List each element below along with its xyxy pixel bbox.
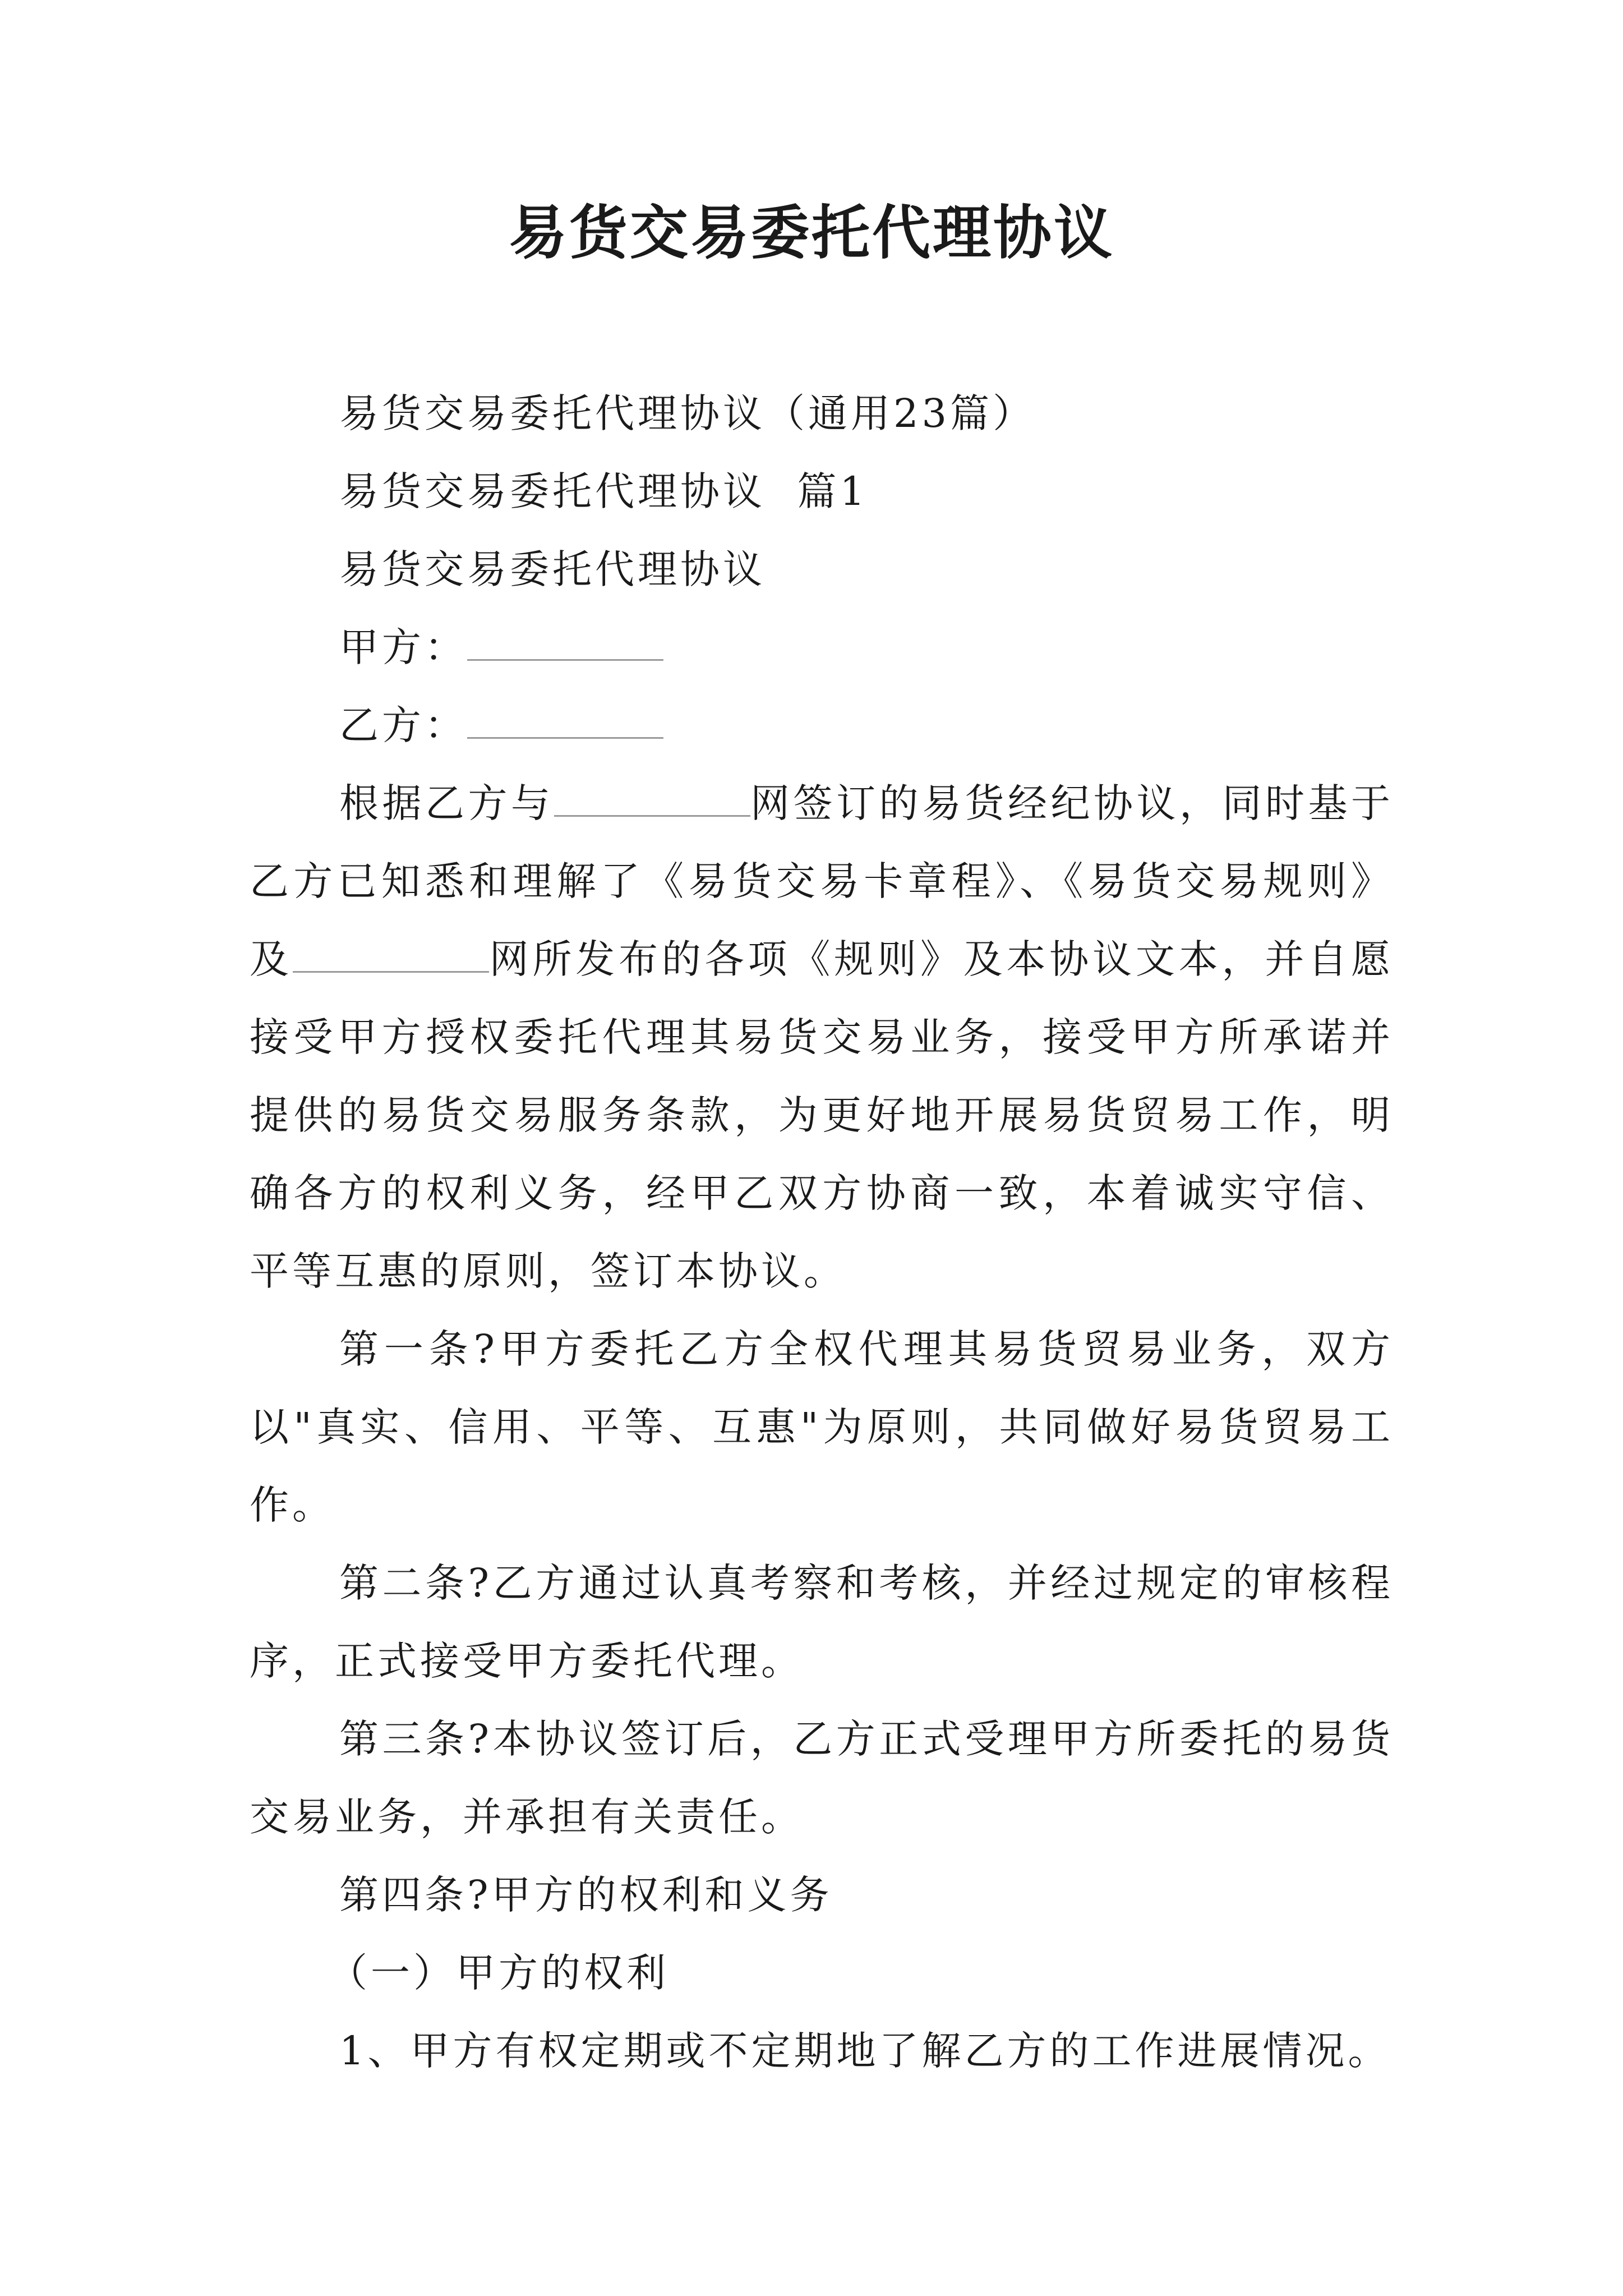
- article-3: 第三条?本协议签订后，乙方正式受理甲方所委托的易货交易业务，并承担有关责任。: [250, 1716, 1394, 1840]
- article-2: 第二条?乙方通过认真考察和考核，并经过规定的审核程序，正式接受甲方委托代理。: [250, 1560, 1394, 1684]
- section-1-heading: （一）甲方的权利: [328, 1950, 669, 1996]
- intro-blank-1: [554, 784, 750, 817]
- article-1: 第一条?甲方委托乙方全权代理其易货贸易业务，双方以"真实、信用、平等、互惠"为原则，共同做好易货贸易工作。: [250, 1326, 1394, 1528]
- document-title: 易货交易委托代理协议: [508, 198, 1114, 267]
- party-b-label: 乙方：: [339, 702, 467, 748]
- intro-text-1: 根据乙方与: [339, 780, 554, 826]
- subtitle-line: 易货交易委托代理协议（通用23篇）: [339, 390, 1036, 436]
- party-a-label: 甲方：: [339, 624, 467, 670]
- intro-blank-2: [293, 940, 489, 973]
- agreement-heading: 易货交易委托代理协议: [339, 546, 766, 592]
- chapter-heading: 易货交易委托代理协议 篇1: [339, 468, 869, 514]
- party-a-line: [250, 609, 1394, 687]
- document-body: [250, 375, 1394, 2090]
- intro-paragraph: [250, 765, 1394, 1310]
- intro-text-2: 网签订的易货经纪协议，同时基于乙方已知悉和理解了《易货交易卡章程》、《易货交易规则》及: [250, 780, 1394, 982]
- party-b-blank: [467, 706, 663, 739]
- item-1: 1、甲方有权定期或不定期地了解乙方的工作进展情况。: [339, 2028, 1391, 2074]
- article-4-heading: 第四条?甲方的权利和义务: [339, 1872, 833, 1918]
- intro-text-3: 网所发布的各项《规则》及本协议文本，并自愿接受甲方授权委托代理其易货交易业务，接受甲方所承诺并提供的易货交易服务条款，为更好地开展易货贸易工作，明确各方的权利义务，经甲乙双方协商一致，本着诚实守信、平等互惠的原则，签订本协议。: [250, 936, 1394, 1294]
- party-b-line: [250, 687, 1394, 765]
- party-a-blank: [467, 628, 663, 661]
